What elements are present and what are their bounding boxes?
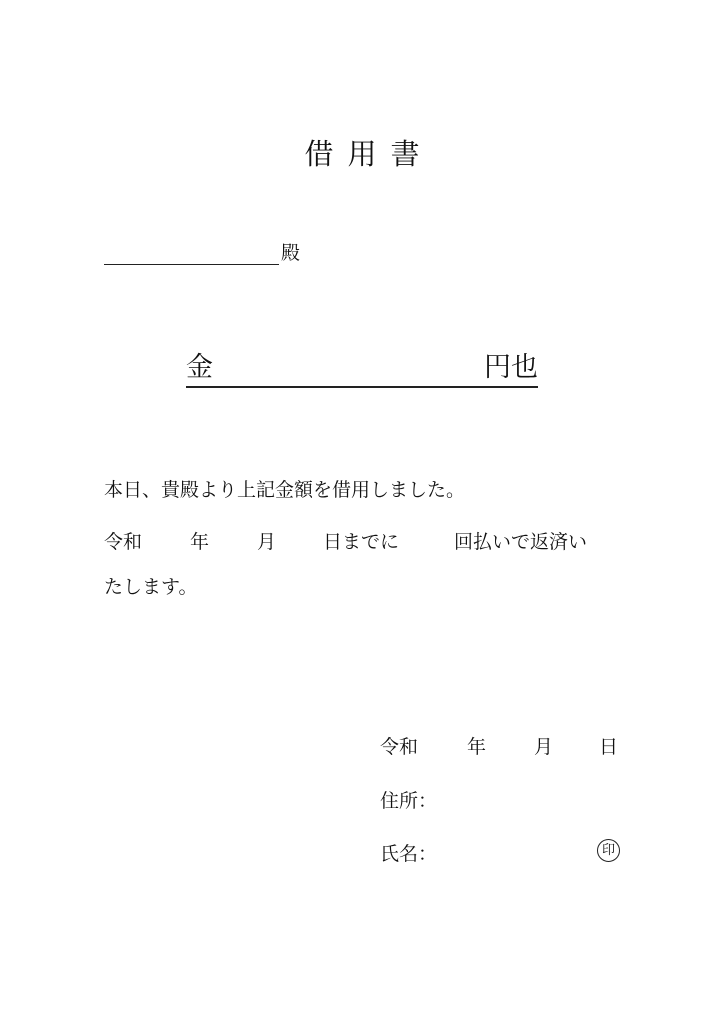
sign-day: 日 [599,736,619,758]
body-line-2 [104,527,624,555]
repay-installments: 回払いで返済い [454,531,588,553]
sign-year: 年 [467,736,487,758]
signature-date [380,732,624,760]
addressee-blank[interactable] [104,242,279,265]
body-line-1: 本日、貴殿より上記金額を借用しました。 [104,479,466,501]
address-row [380,786,624,814]
repay-month: 月 [257,531,277,553]
sign-era: 令和 [380,736,419,758]
amount-suffix: 円也 [484,352,538,383]
addressee-line [104,238,300,265]
body-line-3: たします。 [104,576,198,598]
addressee-suffix: 殿 [281,242,301,264]
name-row [380,839,624,867]
repay-era: 令和 [104,531,143,553]
name-label: 氏名： [380,843,438,865]
sign-month: 月 [534,736,554,758]
seal-mark: 印 [597,839,620,862]
document-title: 借用書 [304,137,434,171]
amount-prefix: 金 [186,352,213,383]
repay-year: 年 [190,531,210,553]
address-label: 住所： [380,790,438,812]
amount-line [186,352,538,388]
repay-day-until: 日までに [323,531,400,553]
